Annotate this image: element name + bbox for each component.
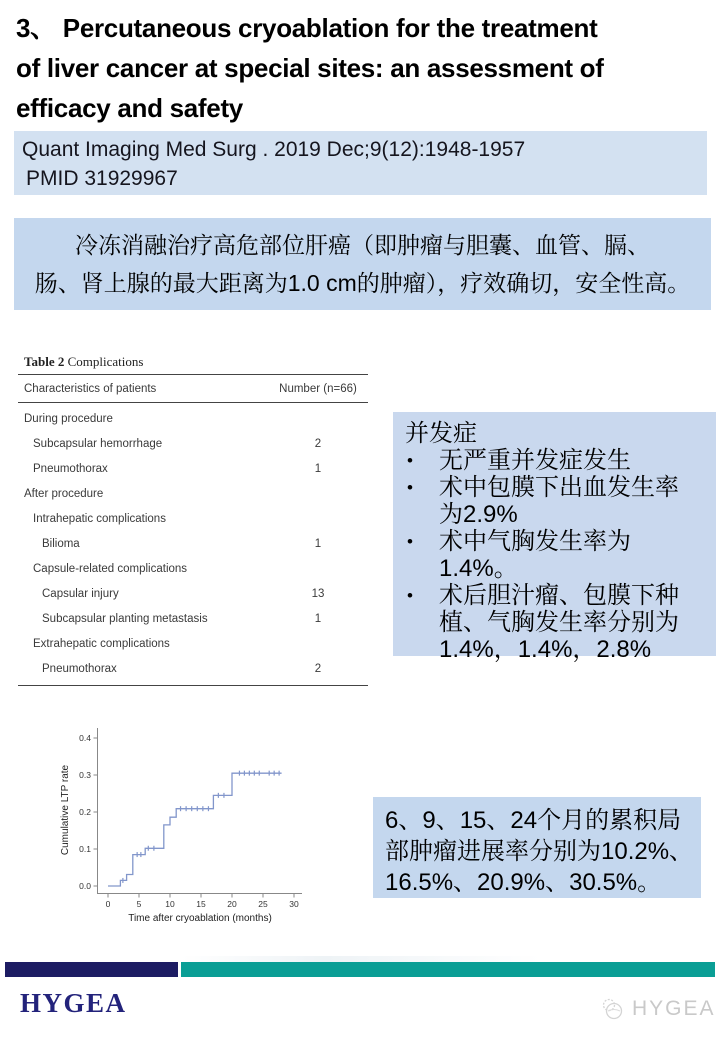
table-row bbox=[18, 606, 368, 631]
x-tick-label: 15 bbox=[196, 899, 206, 909]
y-tick-label: 0.1 bbox=[79, 844, 91, 854]
hygea-watermark-globe-icon bbox=[600, 996, 626, 1022]
complications-summary-box bbox=[393, 412, 716, 663]
bullet-text: 术后胆汁瘤、包膜下种植、气胸发生率分别为 1.4%，1.4%，2.8% bbox=[439, 582, 679, 663]
bullet-marker: • bbox=[407, 586, 413, 605]
slide-title bbox=[16, 8, 712, 128]
bullet-marker: • bbox=[407, 478, 413, 497]
summary-banner-line-1: 冷冻消融治疗高危部位肝癌（即肿瘤与胆囊、血管、膈、 bbox=[75, 232, 650, 258]
table-caption-number: Table 2 bbox=[24, 354, 65, 369]
table-row-label: Pneumothorax bbox=[33, 462, 108, 475]
table-row-value: 1 bbox=[314, 537, 322, 550]
slide-title-line-1: 3、 Percutaneous cryoablation for the treatment bbox=[16, 13, 598, 43]
table-caption bbox=[18, 352, 368, 374]
bullet-marker: • bbox=[407, 451, 413, 470]
table-row-value: 13 bbox=[311, 587, 325, 600]
table-row-label: During procedure bbox=[24, 412, 113, 425]
x-tick-label: 20 bbox=[227, 899, 237, 909]
table-row bbox=[18, 631, 368, 656]
citation-pmid: PMID 31929967 bbox=[26, 167, 178, 190]
complications-bullet bbox=[405, 474, 694, 528]
x-axis-title: Time after cryoablation (months) bbox=[128, 913, 272, 924]
slide-title-line-3: efficacy and safety bbox=[16, 93, 243, 123]
summary-banner-line-2: 肠、肾上腺的最大距离为1.0 cm的肿瘤），疗效确切，安全性高。 bbox=[34, 270, 691, 296]
table-row bbox=[18, 481, 368, 506]
slide-title-line-2: of liver cancer at special sites: an assessment of bbox=[16, 53, 604, 83]
table-row-label: Subcapsular planting metastasis bbox=[42, 612, 208, 625]
table-row bbox=[18, 431, 368, 456]
y-axis-title: Cumulative LTP rate bbox=[60, 764, 71, 856]
table-row-label: Extrahepatic complications bbox=[33, 637, 170, 650]
y-tick-label: 0.0 bbox=[79, 881, 91, 891]
table-row bbox=[18, 556, 368, 581]
ltp-chart bbox=[57, 710, 322, 928]
table-row-label: After procedure bbox=[24, 487, 104, 500]
ltp-chart-svg bbox=[57, 710, 322, 928]
x-tick-label: 10 bbox=[165, 899, 175, 909]
bullet-marker: • bbox=[407, 532, 413, 551]
complications-box-title: 并发症 bbox=[405, 420, 477, 447]
table-row-value: 2 bbox=[314, 662, 322, 675]
table-row-value: 1 bbox=[314, 462, 322, 475]
complications-bullet bbox=[405, 447, 694, 474]
table-row bbox=[18, 456, 368, 481]
ltp-rates-line-2: 部肿瘤进展率分别为10.2%、 bbox=[385, 838, 694, 865]
bullet-text: 术中气胸发生率为1.4%。 bbox=[439, 528, 631, 582]
y-tick-label: 0.2 bbox=[79, 807, 91, 817]
footer-bar-navy bbox=[5, 962, 178, 977]
hygea-logo: HYGEA bbox=[20, 988, 127, 1018]
x-tick-label: 30 bbox=[289, 899, 299, 909]
bullet-text: 无严重并发症发生 bbox=[439, 447, 631, 474]
footer-bar-teal bbox=[181, 962, 715, 977]
complications-bullet bbox=[405, 582, 694, 663]
table-row-label: Intrahepatic complications bbox=[33, 512, 166, 525]
table-row-value: 1 bbox=[314, 612, 322, 625]
table-row bbox=[18, 506, 368, 531]
table-header-characteristics: Characteristics of patients bbox=[24, 382, 157, 395]
table-header-row bbox=[18, 374, 368, 403]
x-tick-label: 0 bbox=[105, 899, 111, 909]
summary-banner bbox=[14, 218, 711, 310]
ltp-rates-line-3: 16.5%、20.9%、30.5%。 bbox=[385, 869, 662, 896]
bullet-text: 术中包膜下出血发生率为2.9% bbox=[439, 474, 679, 528]
table-row-label: Capsule-related complications bbox=[33, 562, 188, 575]
table-body bbox=[18, 403, 368, 686]
ltp-rates-line-1: 6、9、15、24个月的累积局 bbox=[385, 807, 682, 834]
complications-bullet-list bbox=[405, 447, 694, 663]
table-row bbox=[18, 531, 368, 556]
complications-table bbox=[18, 352, 368, 686]
table-row-value: 2 bbox=[314, 437, 322, 450]
table-header-number: Number (n=66) bbox=[279, 382, 357, 395]
table-row bbox=[18, 656, 368, 681]
table-row-label: Capsular injury bbox=[42, 587, 119, 600]
x-tick-label: 5 bbox=[136, 899, 142, 909]
table-row-label: Subcapsular hemorrhage bbox=[33, 437, 163, 450]
y-tick-label: 0.3 bbox=[79, 770, 91, 780]
citation-journal: Quant Imaging Med Surg . 2019 Dec;9(12):1948-1957 bbox=[22, 138, 526, 161]
chart-axes bbox=[98, 728, 303, 894]
y-tick-label: 0.4 bbox=[79, 733, 91, 743]
x-tick-label: 25 bbox=[258, 899, 268, 909]
hygea-watermark-text: HYGEA bbox=[632, 997, 716, 1020]
table-row bbox=[18, 581, 368, 606]
ltp-rates-box bbox=[373, 797, 701, 898]
table-row bbox=[18, 406, 368, 431]
table-row-label: Pneumothorax bbox=[42, 662, 117, 675]
km-step-curve bbox=[108, 773, 282, 886]
table-row-label: Bilioma bbox=[42, 537, 80, 550]
table-caption-text: Complications bbox=[64, 354, 144, 369]
complications-bullet bbox=[405, 528, 694, 582]
citation-box bbox=[14, 131, 707, 195]
hygea-watermark bbox=[600, 996, 716, 1022]
